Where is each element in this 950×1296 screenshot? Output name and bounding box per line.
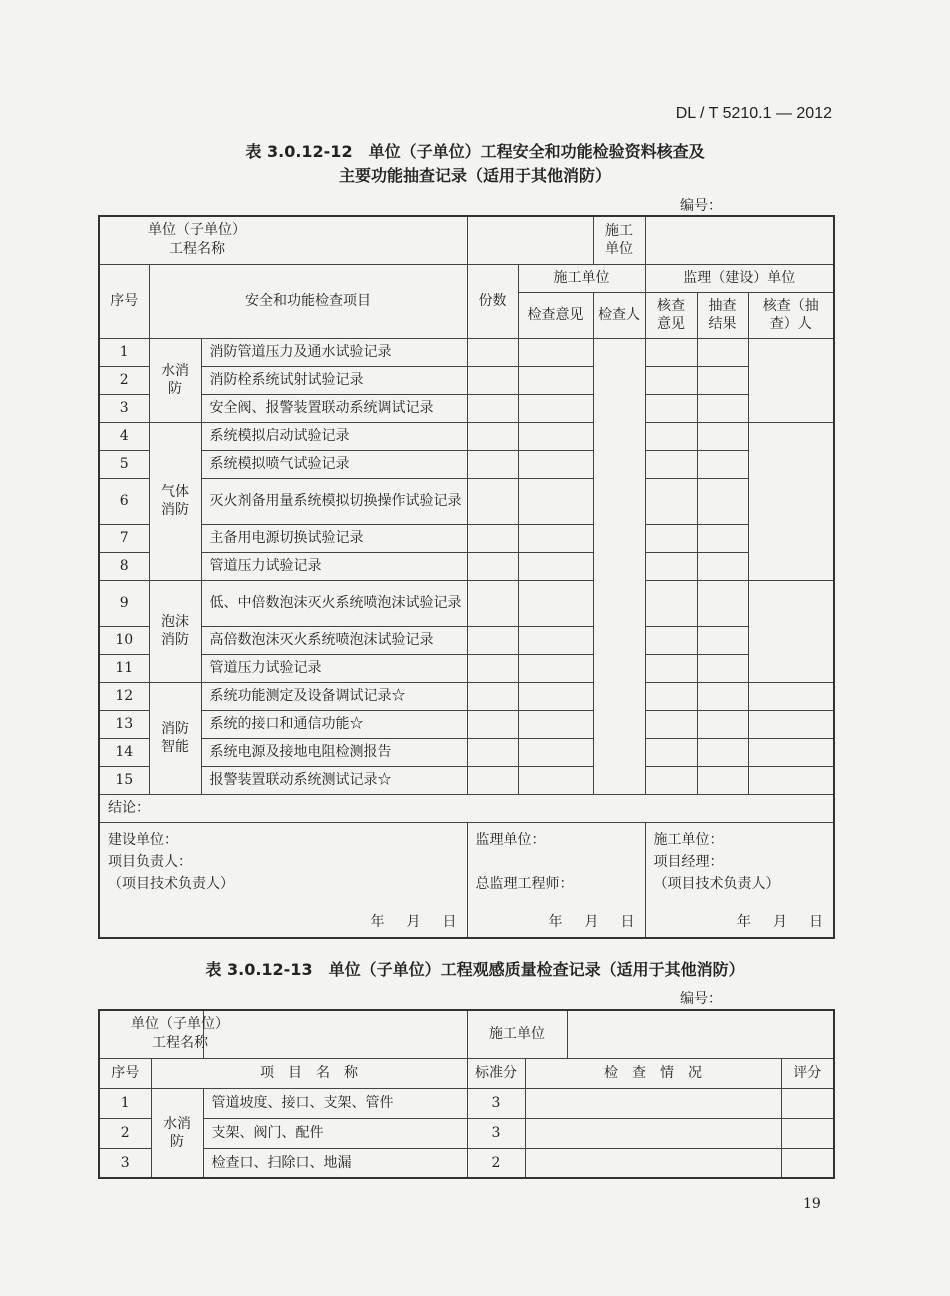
row-item: 系统的接口和通信功能☆ <box>201 710 467 738</box>
constructor-label: 施工单位 <box>593 216 645 264</box>
t2-row-standard: 2 <box>467 1148 525 1178</box>
col-copies-header: 份数 <box>467 264 518 338</box>
row-seq: 1 <box>99 338 149 366</box>
row-item: 灭火剂备用量系统模拟切换操作试验记录 <box>201 478 467 524</box>
row-seq: 9 <box>99 580 149 626</box>
row-seq: 10 <box>99 626 149 654</box>
t2-row-seq: 1 <box>99 1088 151 1118</box>
category-gas: 气体消防 <box>149 422 201 580</box>
col-check-opinion-header: 检查意见 <box>518 292 593 338</box>
col-seq-header: 序号 <box>99 264 149 338</box>
t2-category-water: 水消防 <box>151 1088 203 1178</box>
appearance-quality-table <box>98 1009 835 1179</box>
row-item: 消防栓系统试射试验记录 <box>201 366 467 394</box>
t2-row-seq: 2 <box>99 1118 151 1148</box>
row-seq: 4 <box>99 422 149 450</box>
safety-function-check-table <box>98 215 835 939</box>
row-item: 高倍数泡沫灭火系统喷泡沫试验记录 <box>201 626 467 654</box>
t2-row-standard: 3 <box>467 1088 525 1118</box>
category-water: 水消防 <box>149 338 201 422</box>
t2-col-seq-header: 序号 <box>99 1058 151 1088</box>
sign-owner: 建设单位： 项目负责人： （项目技术负责人） 年 月 日 <box>99 822 467 938</box>
t2-row-standard: 3 <box>467 1118 525 1148</box>
sign-constructor: 施工单位： 项目经理： （项目技术负责人） 年 月 日 <box>645 822 834 938</box>
t2-col-status-header: 检 查 情 况 <box>525 1058 781 1088</box>
sign-supervisor: 监理单位： 总监理工程师： 年 月 日 <box>467 822 645 938</box>
row-seq: 11 <box>99 654 149 682</box>
row-seq: 2 <box>99 366 149 394</box>
conclusion-label: 结论： <box>99 794 834 822</box>
row-seq: 14 <box>99 738 149 766</box>
row-item: 安全阀、报警装置联动系统调试记录 <box>201 394 467 422</box>
row-item: 主备用电源切换试验记录 <box>201 524 467 552</box>
t2-row-item: 支架、阀门、配件 <box>203 1118 467 1148</box>
row-item: 管道压力试验记录 <box>201 654 467 682</box>
col-item-header: 安全和功能检查项目 <box>149 264 467 338</box>
t2-row-item: 管道坡度、接口、支架、管件 <box>203 1088 467 1118</box>
row-item: 报警装置联动系统测试记录☆ <box>201 766 467 794</box>
row-seq: 12 <box>99 682 149 710</box>
row-seq: 7 <box>99 524 149 552</box>
table1-title-line1: 表 3.0.12-12 单位（子单位）工程安全和功能检验资料核查及 <box>245 142 705 161</box>
group-constructor-header: 施工单位 <box>518 264 645 292</box>
group-supervisor-header: 监理（建设）单位 <box>645 264 834 292</box>
row-item: 管道压力试验记录 <box>201 552 467 580</box>
row-seq: 15 <box>99 766 149 794</box>
row-seq: 13 <box>99 710 149 738</box>
col-verify-opinion-header: 核查意见 <box>645 292 697 338</box>
category-intelligent: 消防智能 <box>149 682 201 794</box>
t2-project-name-label: 单位（子单位）工程名称 <box>99 1010 203 1058</box>
page-number: 19 <box>803 1196 821 1212</box>
row-item: 系统模拟喷气试验记录 <box>201 450 467 478</box>
col-verifier-header: 核查（抽查）人 <box>748 292 834 338</box>
date-supervisor: 年 月 日 <box>548 914 635 930</box>
row-seq: 3 <box>99 394 149 422</box>
col-checker-header: 检查人 <box>593 292 645 338</box>
date-constructor: 年 月 日 <box>737 914 824 930</box>
row-item: 系统模拟启动试验记录 <box>201 422 467 450</box>
row-seq: 6 <box>99 478 149 524</box>
t2-col-score-header: 评分 <box>781 1058 834 1088</box>
table2-title: 表 3.0.12-13 单位（子单位）工程观感质量检查记录（适用于其他消防） <box>205 960 745 979</box>
project-name-label: 单位（子单位）工程名称 <box>99 216 467 264</box>
row-item: 系统功能测定及设备调试记录☆ <box>201 682 467 710</box>
col-sample-result-header: 抽查结果 <box>697 292 748 338</box>
table1-title <box>0 140 950 188</box>
row-seq: 5 <box>99 450 149 478</box>
row-item: 低、中倍数泡沫灭火系统喷泡沫试验记录 <box>201 580 467 626</box>
t2-row-seq: 3 <box>99 1148 151 1178</box>
table1-title-line2: 主要功能抽查记录（适用于其他消防） <box>338 166 611 185</box>
category-foam: 泡沫消防 <box>149 580 201 682</box>
row-seq: 8 <box>99 552 149 580</box>
t2-row-item: 检查口、扫除口、地漏 <box>203 1148 467 1178</box>
row-item: 消防管道压力及通水试验记录 <box>201 338 467 366</box>
t2-col-item-header: 项 目 名 称 <box>151 1058 467 1088</box>
t2-constructor-label: 施工单位 <box>467 1010 567 1058</box>
date-owner: 年 月 日 <box>370 914 457 930</box>
row-item: 系统电源及接地电阻检测报告 <box>201 738 467 766</box>
verifier-cell-foam[interactable] <box>748 580 834 682</box>
table1-code-label: 编号： <box>680 198 722 214</box>
verifier-cell-gas[interactable] <box>748 422 834 580</box>
standard-code: DL / T 5210.1 — 2012 <box>675 105 832 122</box>
table2-code-label: 编号： <box>680 991 722 1007</box>
t2-col-standard-header: 标准分 <box>467 1058 525 1088</box>
checker-cell[interactable] <box>593 338 645 794</box>
verifier-cell-water[interactable] <box>748 338 834 422</box>
